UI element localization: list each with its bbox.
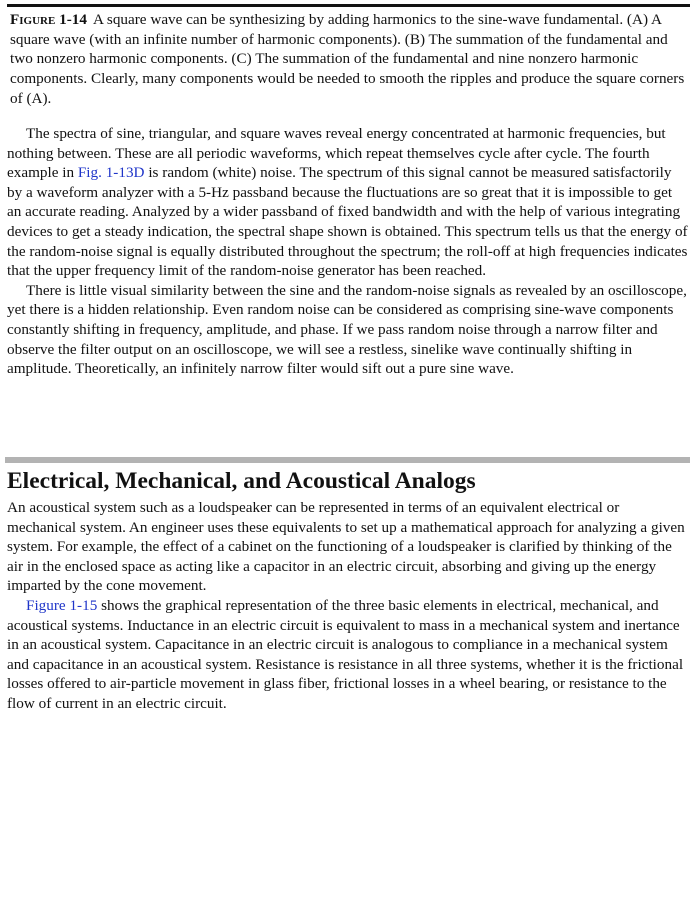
figure-label: Figure 1-14	[10, 11, 87, 28]
body-text-block-1	[7, 124, 690, 379]
caption-top-rule	[7, 4, 690, 7]
figure-caption	[10, 10, 686, 109]
paragraph-graphical	[7, 596, 690, 714]
paragraph-spectra	[7, 124, 690, 281]
figure-1-15-link[interactable]: Figure 1-15	[26, 596, 98, 614]
section-divider	[5, 457, 690, 463]
paragraph-graphical-text: shows the graphical representation of the three basic elements in electrical, mechanical, and acoustical systems. Inductance in an electric circuit is equivalent to mass in a mechanical system and inertance in an acoustical system. Capacitance in an electric circuit is analogous to compliance in a mechanical system and capacitance in an acoustical system. Resistance is resistance in all three systems, whether it is the frictional losses offered to air-particle movement in glass fiber, frictional losses in a wheel bearing, or resistance to the flow of current in an electric circuit.	[7, 596, 684, 712]
figure-caption-text: A square wave can be synthesizing by adding harmonics to the sine-wave fundamental. (A) A square wave (with an infinite number of harmonic components). (B) The summation of the fundamental and two nonzero harmonic components. (C) The summation of the fundamental and nine nonzero harmonic components. Clearly, many components would be needed to smooth the ripples and produce the square corners of (A).	[10, 11, 685, 107]
body-text-block-2	[7, 498, 690, 714]
paragraph-spectra-text-a: The spectra of sine, triangular, and square waves reveal energy concentrated at harmonic frequencies, but nothing between. These are all periodic waveforms, which repeat themselves cycle after cycle. The fourth example in	[7, 125, 666, 182]
paragraph-spectra-text-b: is random (white) noise. The spectrum of this signal cannot be measured satisfactorily by a waveform analyzer with a 5-Hz passband because the fluctuations are so great that it is impossible to get an accurate reading. Analyzed by a wider passband of fixed bandwidth and with the help of various integrating devices to get a steady indication, the spectral shape shown is obtained. This spectrum tells us that the energy of the random-noise signal is equally distributed throughout the spectrum; the roll-off at high frequencies indicates that the upper frequency limit of the random-noise generator has been reached.	[7, 164, 688, 280]
paragraph-similarity: There is little visual similarity between the sine and the random-noise signals as revealed by an oscilloscope, yet there is a hidden relationship. Even random noise can be considered as comprising sine-wave components constantly shifting in frequency, amplitude, and phase. If we pass random noise through a narrow filter and observe the filter output on an oscilloscope, we will see a restless, sinelike wave continually shifting in amplitude. Theoretically, an infinitely narrow filter would sift out a pure sine wave.	[7, 281, 687, 378]
section-heading: Electrical, Mechanical, and Acoustical Analogs	[7, 468, 476, 494]
figure-1-13d-link[interactable]: Fig. 1-13D	[77, 164, 145, 182]
paragraph-analogs: An acoustical system such as a loudspeaker can be represented in terms of an equivalent electrical or mechanical system. An engineer uses these equivalents to set up a mathematical approach for analyzing a given system. For example, the effect of a cabinet on the functioning of a loudspeaker is clarified by thinking of the air in the enclosed space as acting like a capacitor in an electric circuit, absorbing and giving up the energy imparted by the cone movement.	[7, 499, 685, 595]
